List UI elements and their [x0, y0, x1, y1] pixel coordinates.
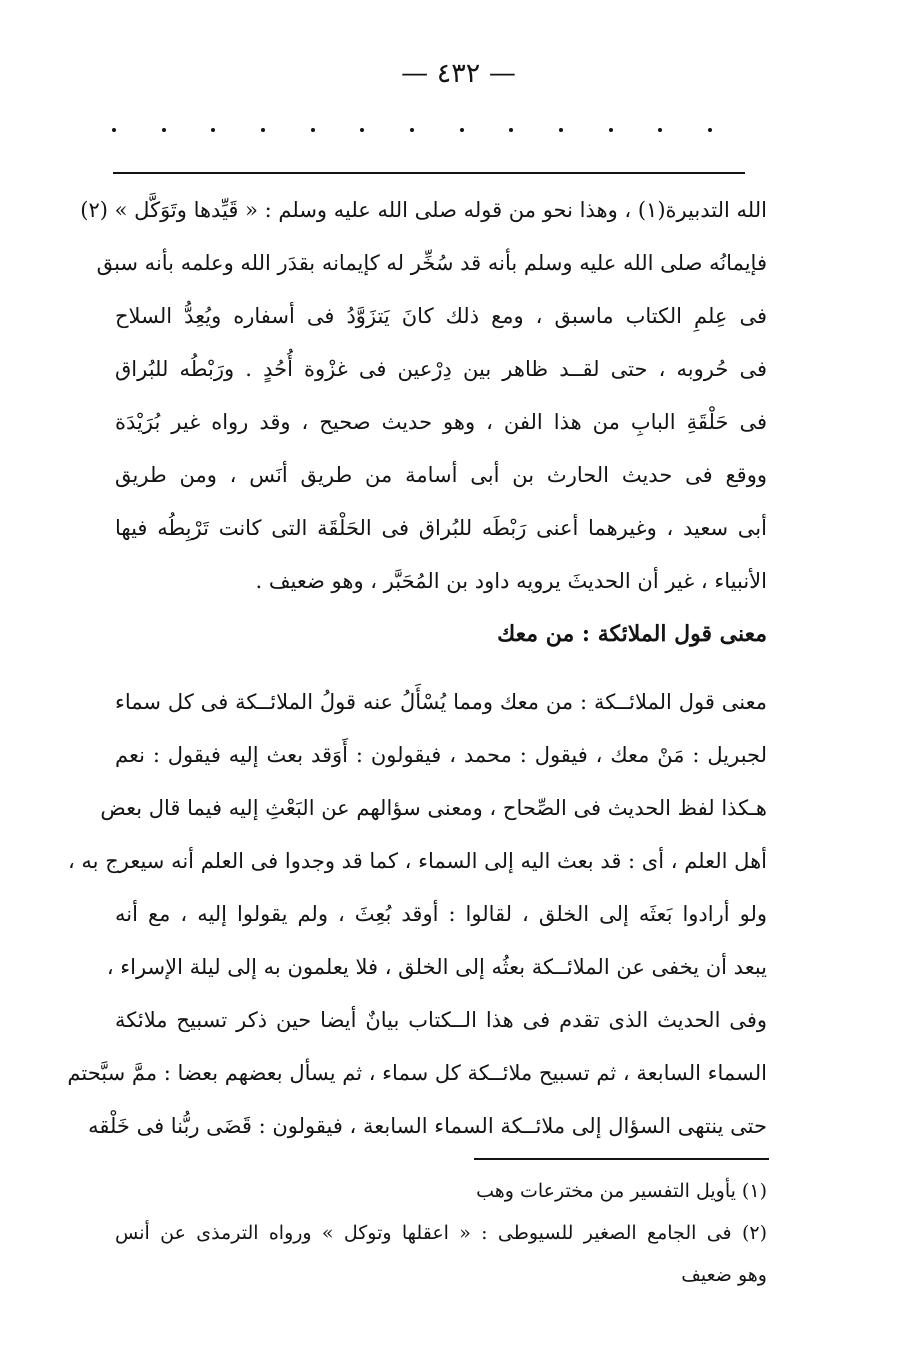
dot	[162, 128, 166, 132]
dot	[509, 128, 513, 132]
text-line: ووقع فى حديث الحارث بن أبى أسامة من طريق أنَس ، ومن طريق	[115, 463, 767, 487]
text-line: فى عِلمِ الكتاب ماسبق ، ومع ذلك كانَ يَتزَوَّدُ فى أسفاره ويُعِدُّ السلاح	[115, 304, 767, 328]
dot	[460, 128, 464, 132]
footnotes	[115, 1170, 767, 1296]
page-number: — ٤٣٢ —	[401, 58, 516, 89]
footnote-rule	[474, 1158, 769, 1160]
text-line: السماء السابعة ، ثم تسبيح ملائــكة كل سماء ، ثم يسأل بعضهم بعضا : ممَّ سبَّحتم	[67, 1061, 767, 1085]
dot	[559, 128, 563, 132]
text-line: يبعد أن يخفى عن الملائــكة بعثُه إلى الخلق ، فلا يعلمون به إلى ليلة الإسراء ،	[106, 955, 767, 979]
text-line: لجبريل : مَنْ معك ، فيقول : محمد ، فيقولون : أَوَقد بعث إليه فيقول : نعم	[115, 743, 767, 767]
dot	[360, 128, 364, 132]
text-line: هـكذا لفظ الحديث فى الصِّحاح ، ومعنى سؤالهم عن البَعْثِ إليه فيما قال بعض	[100, 796, 767, 820]
dot	[211, 128, 215, 132]
dot	[311, 128, 315, 132]
text-line: الله التدبيرة(١) ، وهذا نحو من قوله صلى الله عليه وسلم : « قَيِّدها وتَوَكَّل » (٢)	[80, 198, 767, 222]
paragraph-2	[67, 676, 767, 1153]
paragraph-1	[80, 184, 767, 608]
text-line: فى حُروبه ، حتى لقــد ظاهر بين دِرْعين فى غزْوة أُحُدٍ . ورَبْطُه للبُراق	[115, 357, 767, 381]
text-line: معنى قول الملائــكة : من معك ومما يُسْأَلُ عنه قولُ الملائــكة فى كل سماء	[115, 690, 767, 714]
dot	[708, 128, 712, 132]
text-line: أهل العلم ، أى : قد بعث اليه إلى السماء ، كما قد وجدوا فى العلم أنه سيعرج به ،	[67, 849, 767, 873]
dot	[609, 128, 613, 132]
text-line: ولو أرادوا بَعثَه إلى الخلق ، لقالوا : أوقد بُعِثَ ، ولم يقولوا إليه ، مع أنه	[115, 902, 767, 926]
footnote-2: (٢) فى الجامع الصغير للسيوطى : « اعقلها وتوكل » ورواه الترمذى عن أنس	[115, 1222, 767, 1244]
section-heading: معنى قول الملائكة : من معك	[497, 621, 767, 647]
dot	[658, 128, 662, 132]
dotted-ornament	[112, 128, 712, 132]
text-line: فإيمانُه صلى الله عليه وسلم بأنه قد سُخِّر له كإيمانه بقدَر الله وعلمه بأنه سبق	[96, 251, 767, 275]
dot	[261, 128, 265, 132]
text-line: أبى سعيد ، وغيرهما أعنى رَبْطَه للبُراق فى الحَلْقَة التى كانت تَرْبِطُه فيها	[115, 516, 767, 540]
dot	[410, 128, 414, 132]
text-line: وفى الحديث الذى تقدم فى هذا الــكتاب بيانٌ أيضا حين ذكر تسبيح ملائكة	[115, 1008, 767, 1032]
footnote-2-continuation: وهو ضعيف	[681, 1264, 767, 1286]
footnote-1: (١) يأويل التفسير من مخترعات وهب	[476, 1180, 767, 1202]
top-rule	[113, 172, 745, 174]
text-line: الأنبياء ، غير أن الحديثَ يرويه داود بن المُحَبَّر ، وهو ضعيف .	[255, 569, 767, 593]
text-line: حتى ينتهى السؤال إلى ملائــكة السماء السابعة ، فيقولون : قَضَى ربُّنا فى خَلْقه	[88, 1114, 767, 1138]
text-line: فى حَلْقَةِ البابِ من هذا الفن ، وهو حديث صحيح ، وقد رواه غير بُرَيْدَة	[115, 410, 767, 434]
dot	[112, 128, 116, 132]
